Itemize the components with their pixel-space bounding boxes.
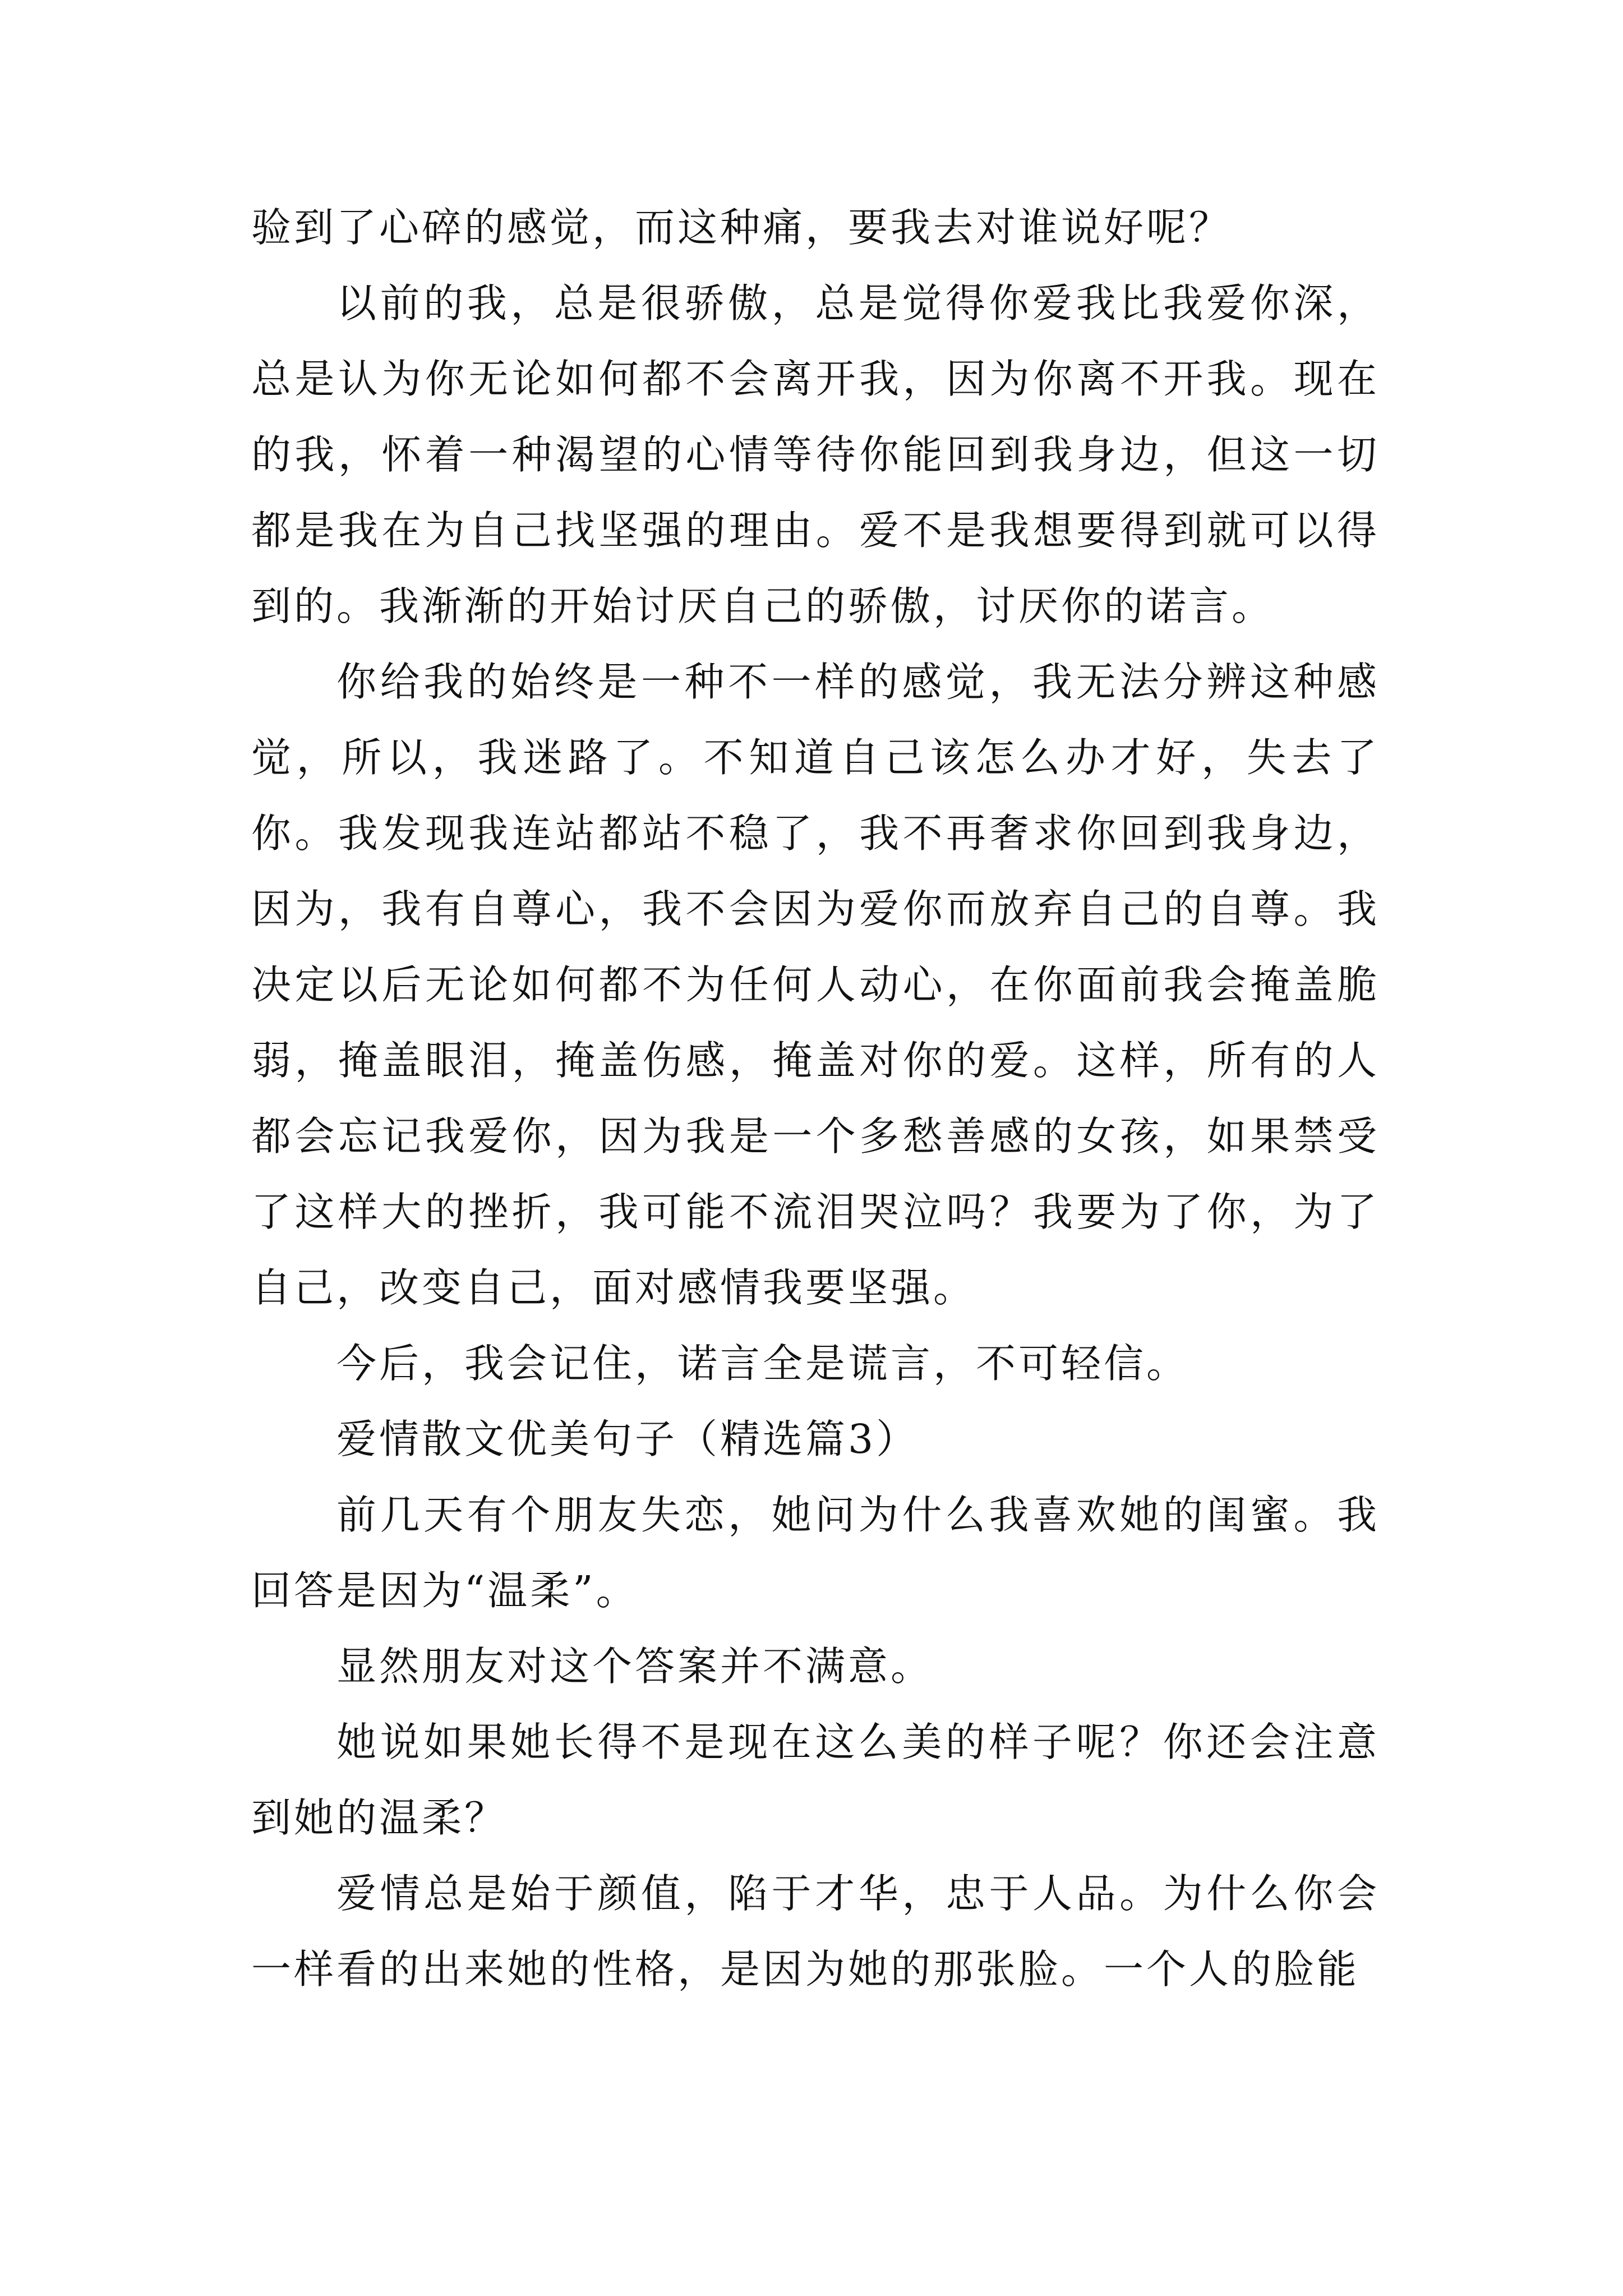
paragraph-love-starts: 爱情总是始于颜值，陷于才华，忠于人品。为什么你会一样看的出来她的性格，是因为她的那张脸。一个人的脸能 — [251, 1870, 1380, 1993]
paragraph-friend: 前几天有个朋友失恋，她问为什么我喜欢她的闺蜜。我回答是因为“温柔”。 — [251, 1492, 1380, 1614]
paragraph-continuation: 验到了心碎的感觉，而这种痛，要我去对谁说好呢？ — [251, 204, 1232, 251]
paragraph-unsatisfied: 显然朋友对这个答案并不满意。 — [336, 1643, 934, 1690]
paragraph-question: 她说如果她长得不是现在这么美的样子呢？你还会注意到她的温柔？ — [251, 1719, 1380, 1841]
paragraph-pride: 以前的我，总是很骄傲，总是觉得你爱我比我爱你深，总是认为你无论如何都不会离开我，因为你离不开我。现在的我，怀着一种渴望的心情等待你能回到我身边，但这一切都是我在为自己找坚强的理由。爱不是我想要得到就可以得到的。我渐渐的开始讨厌自己的骄傲，讨厌你的诺言。 — [251, 280, 1380, 629]
paragraph-lost: 你给我的始终是一种不一样的感觉，我无法分辨这种感觉，所以，我迷路了。不知道自己该怎么办才好，失去了你。我发现我连站都站不稳了，我不再奢求你回到我身边，因为，我有自尊心，我不会因为爱你而放弃自己的自尊。我决定以后无论如何都不为任何人动心，在你面前我会掩盖脆弱，掩盖眼泪，掩盖伤感，掩盖对你的爱。这样，所有的人都会忘记我爱你，因为我是一个多愁善感的女孩，如果禁受了这样大的挫折，我可能不流泪哭泣吗？我要为了你，为了自己，改变自己，面对感情我要坚强。 — [251, 659, 1380, 1311]
section-heading: 爱情散文优美句子（精选篇3） — [336, 1416, 919, 1462]
document-body — [251, 190, 1380, 2007]
paragraph-promise: 今后，我会记住，诺言全是谎言，不可轻信。 — [336, 1340, 1189, 1387]
